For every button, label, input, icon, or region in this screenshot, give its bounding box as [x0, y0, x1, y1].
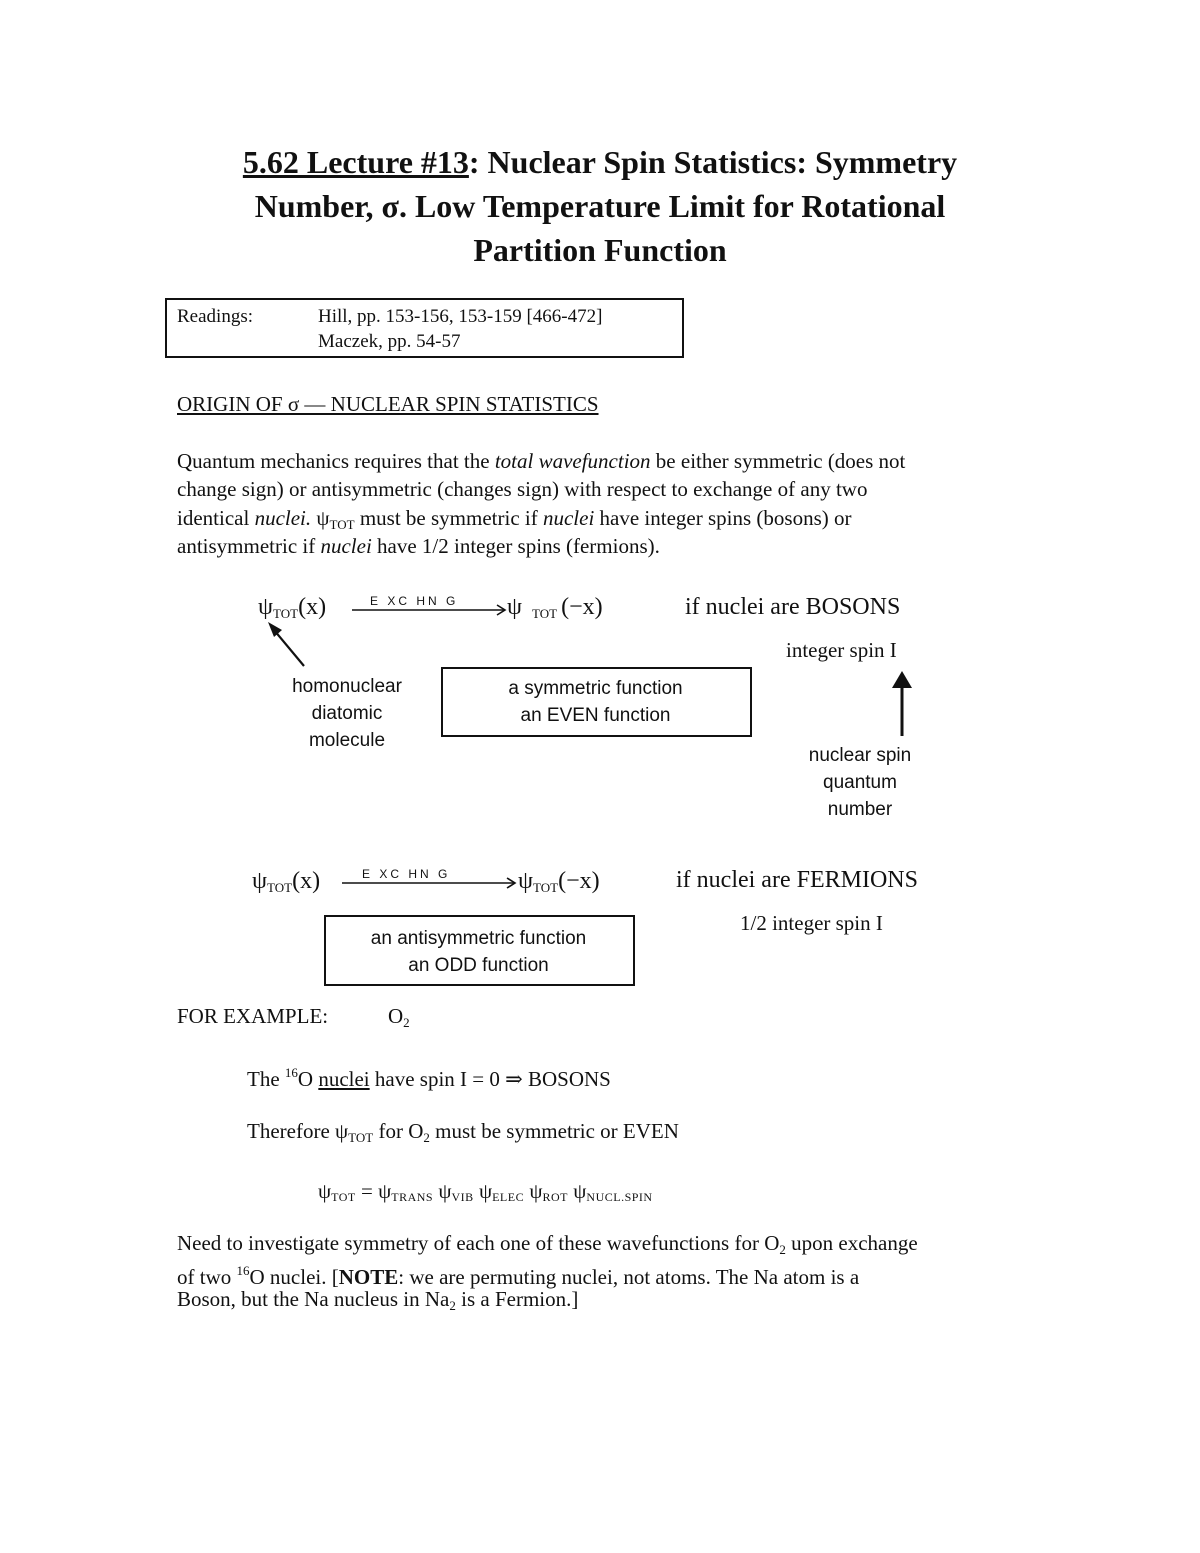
boson-eq-right: ψ $_{TOT}$ (−x): [507, 594, 603, 621]
boson-spin-label: integer spin I: [786, 638, 897, 662]
psi-trans: ψTRANS: [378, 1179, 434, 1204]
readings-line-1: Hill, pp. 153-156, 153-159 [466-472]: [318, 306, 603, 327]
intro-line-3: identical nuclei. $\psi_{TOT}$ must be symmetric if nuclei have integer spins (bosons) or: [177, 506, 852, 532]
antisymmetric-function-text: an antisymmetric function an ODD function: [370, 928, 587, 976]
example-label: FOR EXAMPLE:: [177, 1004, 329, 1028]
boson-condition: if nuclei are BOSONS: [685, 594, 901, 620]
example-molecule: $O_2$: [388, 1004, 410, 1030]
example-line-1: The $^{16}$O nuclei have spin I = 0 ⇒ BOSONS: [247, 1065, 611, 1091]
psi-vib: ψVIB: [438, 1179, 474, 1204]
molecule-pointer-arrow-icon: [266, 620, 312, 672]
fermion-eq-right: $\psi_{TOT}(-x)$: [518, 868, 600, 895]
intro-line-1: Quantum mechanics requires that the total wavefunction be either symmetric (does not: [177, 449, 906, 473]
fermion-spin-label: 1/2 integer spin I: [740, 911, 883, 935]
lecture-number: 5.62 Lecture #13: [242, 144, 469, 180]
closing-line-2: of two $^{16}$O nuclei. [NOTE: we are permuting nuclei, not atoms. The Na atom is a: [177, 1263, 860, 1289]
title-line-2: Number, σ. Low Temperature Limit for Rotational: [254, 188, 946, 224]
readings-line-2: Maczek, pp. 54-57: [318, 331, 461, 352]
fermion-arrow-label: E XC HN G: [362, 867, 451, 881]
fermion-exchange-arrow-icon: [342, 876, 522, 890]
fermion-condition: if nuclei are FERMIONS: [676, 867, 918, 893]
example-line-2: Therefore $\psi_{TOT}$ for $O_2$ must be symmetric or EVEN: [247, 1119, 679, 1145]
closing-line-1: Need to investigate symmetry of each one of these wavefunctions for $O_2$ upon exchange: [177, 1231, 918, 1257]
fermion-eq-left: $\psi_{TOT}(x)$: [252, 868, 321, 895]
section-heading: ORIGIN OF σ — NUCLEAR SPIN STATISTICS: [177, 392, 599, 416]
title-line-1: 5.62 Lecture #13: Nuclear Spin Statistics: Symmetry: [242, 144, 958, 180]
boson-eq-left: $\psi_{TOT}(x)$: [258, 594, 327, 621]
intro-line-4: antisymmetric if nuclei have 1/2 integer spins (fermions).: [177, 534, 660, 558]
wavefunction-product-eq: ψTOT = ψTRANS ψVIB ψELEC ψROT ψNUCL.SPIN: [318, 1179, 653, 1204]
psi-nucl-spin: ψNUCL.SPIN: [573, 1179, 653, 1204]
molecule-label: homonuclear diatomic molecule: [292, 676, 402, 751]
spin-up-arrow-icon: [888, 670, 916, 738]
readings-label: Readings:: [177, 306, 253, 327]
psi-rot: ψROT: [529, 1179, 568, 1204]
symmetric-function-text: a symmetric function an EVEN function: [508, 678, 683, 726]
closing-line-3: Boson, but the Na nucleus in $Na_2$ is a Fermion.]: [177, 1287, 579, 1313]
spin-quantum-number-label: nuclear spin quantum number: [808, 745, 912, 820]
psi-elec: ψELEC: [478, 1179, 525, 1204]
boson-arrow-label: E XC HN G: [370, 594, 459, 608]
title-line-3: Partition Function: [473, 232, 727, 268]
intro-line-2: change sign) or antisymmetric (changes sign) with respect to exchange of any two: [177, 477, 868, 501]
page-title: [150, 140, 1050, 272]
boson-exchange-arrow-icon: [352, 603, 512, 617]
